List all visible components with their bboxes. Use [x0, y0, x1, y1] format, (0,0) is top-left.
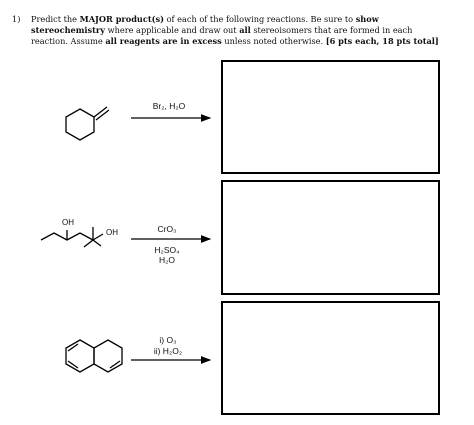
bicyclic-diene-structure [66, 340, 122, 372]
reagent-br2-h2o: Br₂, H₂O [152, 101, 186, 111]
q-text-excess: all reagents are in excess [105, 36, 222, 46]
answer-box-3[interactable] [221, 301, 440, 415]
q-text-all: all [239, 25, 251, 35]
reagent-h2so4: H₂SO₄ [154, 245, 180, 255]
answer-box-2[interactable] [221, 180, 440, 295]
q-text-3: of each of the following reactions. Be sure to [164, 14, 356, 24]
reagent-h2o2: ii) H₂O₂ [153, 346, 183, 356]
diol-oh-right-label: OH [106, 228, 118, 237]
reagent-h2o: H₂O [158, 255, 176, 265]
q-text-7: stereoisomers that are formed in each reaction. Assume [31, 25, 413, 46]
q-text-stereo: show stereochemistry [31, 14, 379, 35]
q-text-5: where applicable and draw out [104, 25, 240, 35]
reagent-ozone: i) O₃ [159, 335, 177, 345]
methylenecyclohexane-structure [66, 107, 109, 140]
answer-box-1[interactable] [221, 60, 440, 174]
question-number: 1) [12, 14, 21, 24]
q-text-9: unless noted otherwise. [221, 36, 326, 46]
q-text-points: [6 pts each, 18 pts total] [325, 36, 439, 46]
reagent-cro3: CrO₃ [157, 224, 177, 234]
q-text-1: Predict the [31, 14, 80, 24]
q-text-major: MAJOR product(s) [79, 14, 165, 24]
diol-oh-left-label: OH [62, 218, 74, 227]
diol-structure [41, 227, 103, 247]
